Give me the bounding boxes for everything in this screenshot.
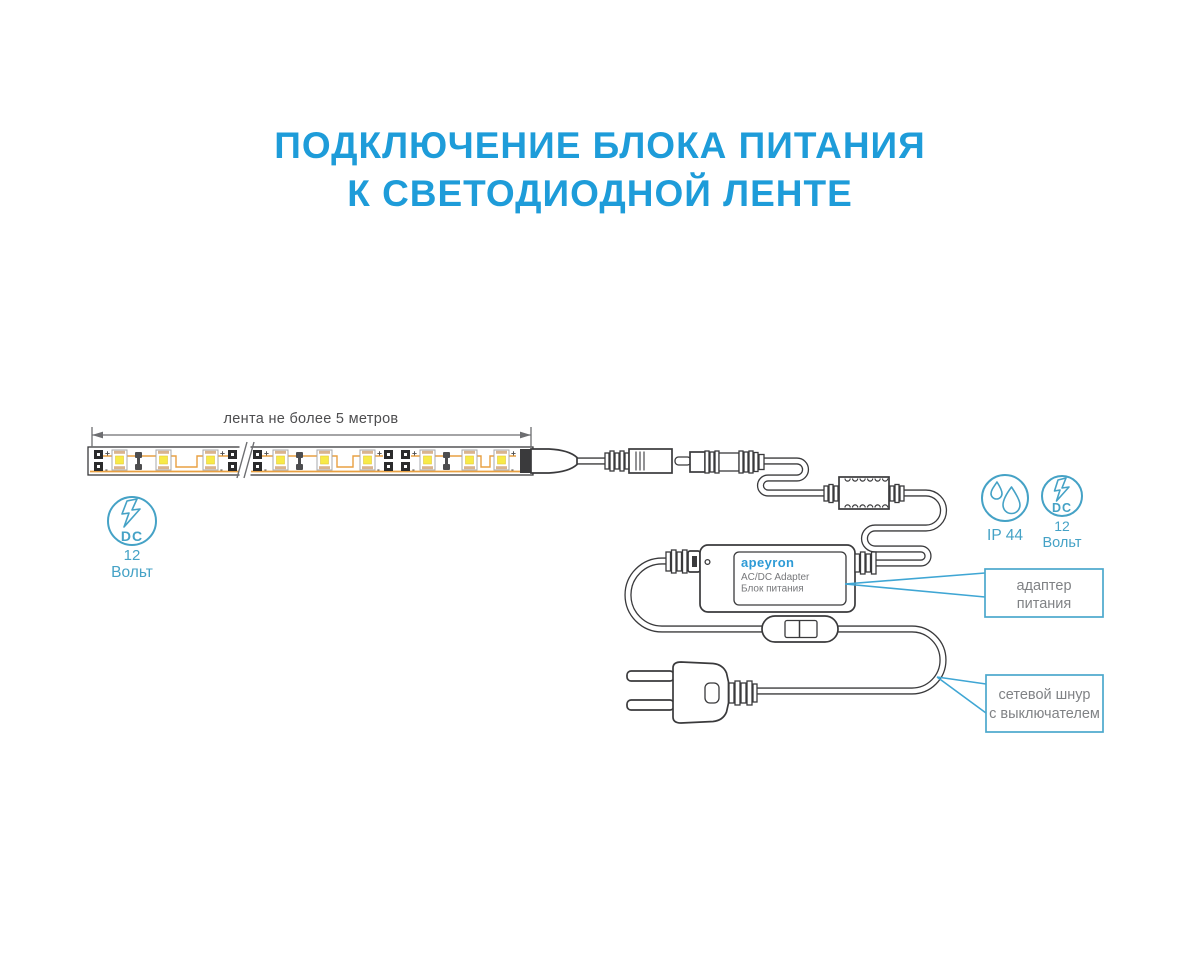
power-adapter (666, 545, 876, 612)
callout-cord-line-1: сетевой шнур (998, 687, 1091, 703)
adapter-line-2: Блок питания (741, 583, 804, 595)
eu-plug (627, 662, 757, 723)
plug-pin (627, 700, 674, 710)
polarity-minus: - (412, 464, 415, 474)
voltage-value: 12 (123, 547, 141, 564)
callout-adapter-line-1: адаптер (1016, 578, 1072, 594)
lightning-icon (122, 499, 140, 527)
polarity-plus: + (377, 448, 382, 458)
strip-connector (531, 449, 577, 473)
polarity-minus: - (511, 464, 514, 474)
plug-pin (627, 671, 674, 681)
lightning-icon (1055, 478, 1070, 501)
callout-adapter (845, 569, 1103, 617)
inline-switch (762, 616, 838, 642)
dc-jack-female (605, 449, 672, 473)
voltage-unit: Вольт (111, 564, 153, 581)
ferrite-filter (824, 477, 904, 509)
water-drop-icon (991, 482, 1002, 499)
polarity-plus: + (264, 448, 269, 458)
voltage-value: 12 (1054, 518, 1070, 534)
polarity-plus: + (511, 448, 516, 458)
polarity-plus: + (105, 448, 110, 458)
title-line-1: ПОДКЛЮЧЕНИЕ БЛОКА ПИТАНИЯ (274, 125, 926, 166)
led-strip (88, 442, 533, 478)
strip-length-label: лента не более 5 метров (223, 411, 399, 427)
polarity-minus: - (264, 464, 267, 474)
dc-12v-badge-left (108, 497, 156, 581)
dc-plug-male (675, 451, 764, 473)
strip-end-cap (520, 449, 531, 473)
brand-logo: apeyron (741, 555, 795, 570)
title-line-2: К СВЕТОДИОДНОЙ ЛЕНТЕ (347, 173, 853, 214)
dimension-line (92, 411, 531, 447)
dc-12v-badge-right (1042, 476, 1082, 551)
polarity-minus: - (220, 464, 223, 474)
callout-adapter-line-2: питания (1016, 596, 1072, 612)
voltage-unit: Вольт (1042, 535, 1082, 551)
ip44-badge (982, 475, 1028, 544)
polarity-plus: + (412, 448, 417, 458)
polarity-plus: + (220, 448, 225, 458)
callout-cord-line-2: с выключателем (989, 706, 1100, 722)
polarity-minus: - (377, 464, 380, 474)
dc-label: DC (1051, 501, 1073, 515)
dc-label: DC (120, 528, 144, 544)
ip-rating-label: IP 44 (987, 527, 1023, 544)
adapter-line-1: AC/DC Adapter (741, 572, 810, 583)
water-drop-icon (1003, 487, 1020, 514)
polarity-minus: - (105, 464, 108, 474)
callout-cord (937, 675, 1103, 732)
